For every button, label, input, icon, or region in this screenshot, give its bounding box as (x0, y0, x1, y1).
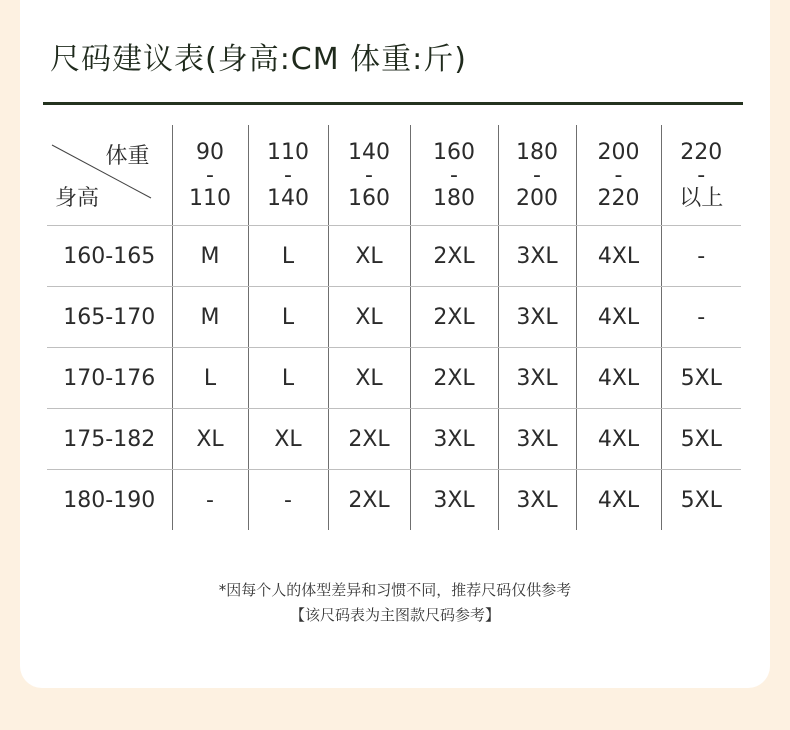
title-divider (43, 102, 743, 105)
reference-note: 【该尺码表为主图款尺码参考】 (289, 606, 500, 624)
header-row (47, 125, 741, 226)
size-table (47, 125, 741, 530)
height-range-cell: 160-165 (47, 226, 172, 287)
corner-cell (47, 125, 172, 226)
size-cell: 4XL (576, 226, 661, 287)
table-row (47, 287, 741, 348)
size-cell: L (248, 287, 328, 348)
size-cell: - (248, 470, 328, 531)
size-cell: L (248, 348, 328, 409)
height-range-cell: 165-170 (47, 287, 172, 348)
table-row (47, 348, 741, 409)
weight-header: 110 - 140 (248, 125, 328, 226)
size-cell: XL (328, 226, 410, 287)
size-cell: 2XL (328, 470, 410, 531)
height-range-cell: 170-176 (47, 348, 172, 409)
size-cell: XL (328, 287, 410, 348)
size-cell: L (172, 348, 248, 409)
size-cell: 2XL (328, 409, 410, 470)
size-cell: 2XL (410, 226, 498, 287)
size-cell: 3XL (498, 226, 576, 287)
table-row (47, 409, 741, 470)
size-cell: 4XL (576, 287, 661, 348)
page-title: 尺码建议表(身高:CM 体重:斤) (50, 42, 467, 77)
size-cell: L (248, 226, 328, 287)
size-cell: 3XL (498, 470, 576, 531)
weight-header: 180 - 200 (498, 125, 576, 226)
size-cell: 4XL (576, 409, 661, 470)
weight-axis-label: 体重 (105, 144, 150, 169)
weight-header: 160 - 180 (410, 125, 498, 226)
size-cell: M (172, 287, 248, 348)
weight-header: 200 - 220 (576, 125, 661, 226)
weight-header: 140 - 160 (328, 125, 410, 226)
size-cell: XL (172, 409, 248, 470)
size-cell: 3XL (410, 470, 498, 531)
size-cell: 4XL (576, 348, 661, 409)
weight-header: 90 - 110 (172, 125, 248, 226)
size-cell: XL (248, 409, 328, 470)
size-cell: 5XL (661, 348, 741, 409)
table-row (47, 226, 741, 287)
size-cell: 4XL (576, 470, 661, 531)
height-range-cell: 175-182 (47, 409, 172, 470)
size-cell: 3XL (498, 348, 576, 409)
size-cell: 2XL (410, 287, 498, 348)
size-cell: XL (328, 348, 410, 409)
size-cell: 3XL (498, 287, 576, 348)
size-cell: 3XL (410, 409, 498, 470)
size-cell: M (172, 226, 248, 287)
size-cell: 2XL (410, 348, 498, 409)
size-cell: 3XL (498, 409, 576, 470)
size-cell: - (661, 287, 741, 348)
disclaimer-note: *因每个人的体型差异和习惯不同，推荐尺码仅供参考 (218, 581, 572, 599)
height-axis-label: 身高 (55, 186, 100, 211)
size-cell: 5XL (661, 470, 741, 531)
height-range-cell: 180-190 (63, 487, 156, 513)
size-cell: 5XL (661, 409, 741, 470)
size-cell: - (172, 470, 248, 531)
table-row (47, 470, 741, 531)
size-notes (0, 578, 790, 628)
weight-header: 220 - 以上 (661, 125, 741, 226)
size-cell: - (661, 226, 741, 287)
